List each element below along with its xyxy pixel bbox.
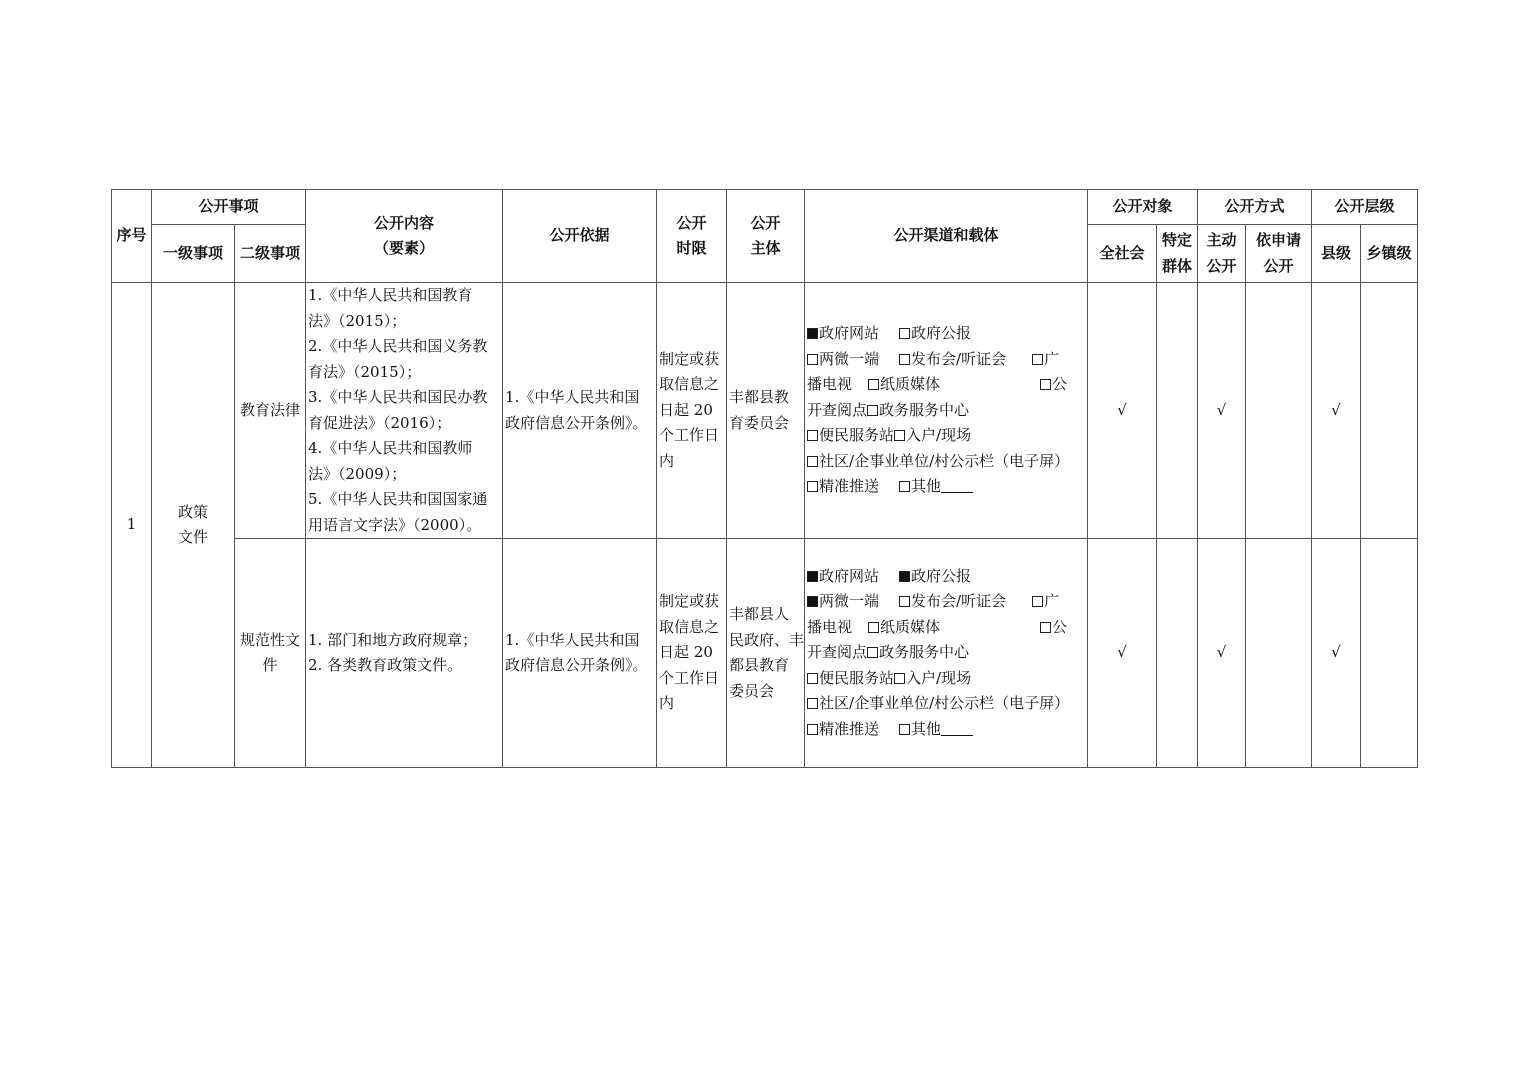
header-method-active-line2: 公开 — [1206, 256, 1237, 275]
paper-label: 纸质媒体 — [880, 617, 941, 636]
header-time-limit-line1: 公开 — [676, 213, 707, 232]
header-target-specific-line1: 特定 — [1162, 231, 1193, 249]
other-blank[interactable] — [941, 478, 973, 493]
precise-label: 精准推送 — [819, 719, 880, 738]
target-specific-check — [1157, 539, 1198, 768]
time-limit-line: 内 — [659, 694, 675, 713]
header-method-request — [1246, 225, 1312, 283]
broadcast-checkbox[interactable] — [1032, 354, 1043, 365]
content-line: 4.《中华人民共和国教师 — [308, 439, 473, 457]
header-target-all: 全社会 — [1088, 225, 1157, 283]
time-limit-line: 制定或获 — [659, 349, 720, 368]
paper-label: 纸质媒体 — [880, 375, 941, 394]
broadcast-label-b: 播电视 — [807, 617, 853, 636]
channel-cell — [805, 283, 1088, 539]
time-limit-line: 日起 20 — [659, 400, 713, 419]
disclosure-table — [111, 189, 1418, 768]
header-content — [306, 190, 503, 283]
basis-line: 1.《中华人民共和国 — [505, 388, 640, 406]
header-method-active-line1: 主动 — [1206, 231, 1237, 249]
level-town-check — [1361, 539, 1418, 768]
other-blank[interactable] — [941, 721, 973, 736]
table-row — [112, 283, 1418, 539]
header-level-county: 县级 — [1312, 225, 1361, 283]
reading-label-b: 开查阅点 — [807, 643, 868, 662]
door-label: 入户/现场 — [906, 668, 972, 687]
header-seq: 序号 — [112, 190, 152, 283]
header-channel: 公开渠道和载体 — [805, 190, 1088, 283]
method-request-check — [1246, 283, 1312, 539]
header-content-line2: （要素） — [374, 239, 435, 257]
level2-line2: 件 — [262, 656, 278, 674]
service-center-label: 政务服务中心 — [879, 643, 970, 662]
header-subject — [727, 190, 805, 283]
gov-gazette-label: 政府公报 — [911, 324, 972, 343]
header-level: 公开层级 — [1312, 190, 1418, 225]
subject-cell — [727, 283, 805, 539]
time-limit-line: 内 — [659, 451, 675, 470]
header-content-line1: 公开内容 — [374, 213, 435, 232]
community-label: 社区/企事业单位/村公示栏（电子屏） — [819, 451, 1070, 470]
reading-label-a: 公 — [1052, 617, 1068, 636]
other-label: 其他 — [911, 477, 942, 496]
reading-label-b: 开查阅点 — [807, 400, 868, 419]
method-active-check: √ — [1198, 539, 1246, 768]
content-line: 5.《中华人民共和国国家通 — [308, 490, 488, 508]
header-basis: 公开依据 — [503, 190, 657, 283]
level1-cell — [152, 283, 235, 768]
content-line: 2.《中华人民共和国义务教 — [308, 337, 488, 355]
header-target: 公开对象 — [1088, 190, 1198, 225]
content-cell — [306, 539, 503, 768]
subject-line: 都县教育 — [729, 656, 790, 674]
two-micro-label: 两微一端 — [819, 349, 880, 368]
service-station-checkbox[interactable] — [807, 430, 818, 441]
time-limit-line: 取信息之 — [659, 617, 720, 636]
subject-line: 民政府、丰 — [729, 630, 805, 649]
time-limit-line: 取信息之 — [659, 375, 720, 394]
basis-cell — [503, 283, 657, 539]
basis-line: 政府信息公开条例》。 — [505, 413, 648, 432]
subject-line: 丰都县人 — [729, 605, 790, 623]
target-all-check: √ — [1088, 539, 1157, 768]
service-center-label: 政务服务中心 — [879, 400, 970, 419]
header-method-request-line1: 依申请 — [1256, 231, 1302, 249]
community-label: 社区/企事业单位/村公示栏（电子屏） — [819, 694, 1070, 713]
press-label: 发布会/听证会 — [911, 349, 1007, 368]
broadcast-label-a: 广 — [1044, 592, 1060, 611]
community-checkbox[interactable] — [807, 456, 818, 467]
header-subject-line2: 主体 — [750, 239, 781, 257]
two-micro-checkbox[interactable] — [807, 596, 818, 607]
target-all-check: √ — [1088, 283, 1157, 539]
level2-cell: 教育法律 — [235, 283, 306, 539]
method-active-check: √ — [1198, 283, 1246, 539]
time-limit-cell — [657, 283, 727, 539]
service-center-checkbox[interactable] — [867, 647, 878, 658]
two-micro-checkbox[interactable] — [807, 354, 818, 365]
header-level1: 一级事项 — [152, 225, 235, 283]
level1-line2: 文件 — [177, 528, 208, 546]
target-specific-check — [1157, 283, 1198, 539]
header-time-limit-line2: 时限 — [676, 239, 707, 257]
header-method-active — [1198, 225, 1246, 283]
gov-gazette-checkbox[interactable] — [899, 571, 910, 582]
subject-cell — [727, 539, 805, 768]
content-line: 育促进法》（2016）； — [308, 413, 452, 432]
content-line: 2. 各类教育政策文件。 — [308, 656, 463, 674]
service-station-label: 便民服务站 — [819, 426, 895, 445]
reading-checkbox[interactable] — [1040, 622, 1051, 633]
time-limit-line: 个工作日 — [659, 668, 720, 687]
door-label: 入户/现场 — [906, 426, 972, 445]
level1-line1: 政策 — [177, 502, 208, 521]
door-checkbox[interactable] — [894, 673, 905, 684]
level2-line1: 规范性文 — [240, 630, 301, 649]
basis-line: 1.《中华人民共和国 — [505, 630, 640, 649]
service-station-label: 便民服务站 — [819, 668, 895, 687]
content-line: 1.《中华人民共和国教育 — [308, 286, 473, 304]
press-label: 发布会/听证会 — [911, 592, 1007, 611]
paper-checkbox[interactable] — [868, 379, 879, 390]
header-level2: 二级事项 — [235, 225, 306, 283]
time-limit-line: 个工作日 — [659, 426, 720, 445]
time-limit-line: 制定或获 — [659, 592, 720, 611]
reading-label-a: 公 — [1052, 375, 1068, 394]
header-time-limit — [657, 190, 727, 283]
broadcast-label-b: 播电视 — [807, 375, 853, 394]
other-checkbox[interactable] — [899, 724, 910, 735]
gov-website-checkbox[interactable] — [807, 571, 818, 582]
time-limit-line: 日起 20 — [659, 643, 713, 662]
content-line: 育法》（2015）； — [308, 362, 422, 381]
precise-label: 精准推送 — [819, 477, 880, 496]
level-town-check — [1361, 283, 1418, 539]
other-label: 其他 — [911, 719, 942, 738]
basis-cell — [503, 539, 657, 768]
paper-checkbox[interactable] — [868, 622, 879, 633]
precise-checkbox[interactable] — [807, 481, 818, 492]
subject-line: 丰都县教 — [729, 388, 790, 406]
gov-website-checkbox[interactable] — [807, 328, 818, 339]
header-method: 公开方式 — [1198, 190, 1312, 225]
broadcast-checkbox[interactable] — [1032, 596, 1043, 607]
basis-line: 政府信息公开条例》。 — [505, 656, 648, 674]
service-center-checkbox[interactable] — [867, 405, 878, 416]
subject-line: 委员会 — [729, 681, 775, 700]
header-subject-line1: 公开 — [750, 213, 781, 232]
content-line: 法》（2009）； — [308, 464, 407, 483]
broadcast-label-a: 广 — [1044, 349, 1060, 368]
channel-cell — [805, 539, 1088, 768]
level2-cell — [235, 539, 306, 768]
level-county-check: √ — [1312, 283, 1361, 539]
header-level-town: 乡镇级 — [1361, 225, 1418, 283]
content-line: 3.《中华人民共和国民办教 — [308, 388, 488, 406]
content-line: 法》（2015）； — [308, 311, 407, 330]
other-checkbox[interactable] — [899, 481, 910, 492]
subject-line: 育委员会 — [729, 413, 790, 432]
level-county-check: √ — [1312, 539, 1361, 768]
gov-gazette-checkbox[interactable] — [899, 328, 910, 339]
content-line: 1. 部门和地方政府规章； — [308, 630, 478, 649]
reading-checkbox[interactable] — [1040, 379, 1051, 390]
door-checkbox[interactable] — [894, 430, 905, 441]
community-checkbox[interactable] — [807, 698, 818, 709]
seq-cell: 1 — [112, 283, 152, 768]
precise-checkbox[interactable] — [807, 724, 818, 735]
service-station-checkbox[interactable] — [807, 673, 818, 684]
content-cell — [306, 283, 503, 539]
method-request-check — [1246, 539, 1312, 768]
gov-website-label: 政府网站 — [819, 324, 880, 343]
press-checkbox[interactable] — [899, 354, 910, 365]
gov-gazette-label: 政府公报 — [911, 566, 972, 585]
content-line: 用语言文字法》（2000）。 — [308, 515, 482, 534]
header-target-specific — [1157, 225, 1198, 283]
header-target-specific-line2: 群体 — [1162, 256, 1193, 275]
gov-website-label: 政府网站 — [819, 566, 880, 585]
press-checkbox[interactable] — [899, 596, 910, 607]
header-matter: 公开事项 — [152, 190, 306, 225]
table-row — [112, 539, 1418, 768]
header-method-request-line2: 公开 — [1263, 256, 1294, 275]
time-limit-cell — [657, 539, 727, 768]
two-micro-label: 两微一端 — [819, 592, 880, 611]
